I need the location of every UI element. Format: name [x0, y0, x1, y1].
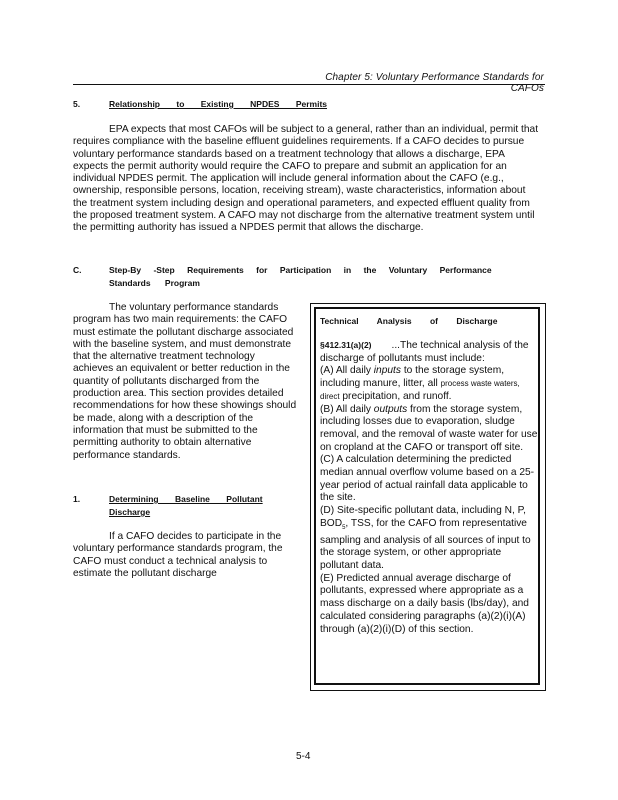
item-d-prefix: (D) Site-specific pollutant data, including N, P, BOD [320, 505, 526, 529]
sidebar-item-d [320, 505, 538, 573]
header-rule [73, 84, 545, 85]
item-b-end: from the storage system, including losses due to evaporation, sludge removal, and the removal of waste water for use on cropland at the CAFO or transport off site. [320, 403, 538, 453]
item-b-prefix: (B) All daily [320, 403, 374, 415]
section-5-title: Relationship to Existing NPDES Permits [109, 99, 328, 109]
item-a-prefix: (A) All daily [320, 365, 374, 377]
subsection-1-title-line2: Discharge [109, 507, 151, 517]
sidebar-content [320, 339, 538, 636]
item-b-emphasis: outputs [373, 403, 408, 415]
sidebar-item-a [320, 365, 538, 403]
item-a-emphasis: inputs [373, 365, 401, 377]
subsection-1-number: 1. [73, 494, 81, 504]
item-a-end: precipitation, and runoff. [339, 390, 452, 402]
sidebar-intro-text: ...The technical analysis of the discharge of pollutants must include: [320, 340, 529, 364]
chapter-header: Chapter 5: Voluntary Performance Standards for CAFOs [325, 72, 544, 94]
section-5-paragraph [73, 124, 539, 235]
section-c-title-line1: Step-By -Step Requirements for Participation in the Voluntary Performance [109, 265, 492, 275]
subsection-1-title-line1: Determining Baseline Pollutant [109, 494, 263, 504]
subsection-1-paragraph-text: If a CAFO decides to participate in the voluntary performance standards program, the CAFO must conduct a technical analysis to estimate the pollutant discharge [73, 531, 283, 579]
subsection-1-paragraph [73, 531, 297, 580]
page-number: 5-4 [296, 751, 311, 762]
item-d-end: , TSS, for the CAFO from representative sampling and analysis of all sources of input to the storage system, or other appropriate pollutant data. [320, 517, 531, 571]
section-5-number: 5. [73, 99, 81, 109]
section-c-title-line2: Standards Program [109, 278, 200, 288]
sidebar-item-b [320, 404, 538, 455]
section-c-paragraph-text: The voluntary performance standards program has two main requirements: the CAFO must estimate the pollutant discharge associated with the baseline system, and must demonstrate that the alternative treatment technology achieves an equivalent or better reduction in the quantity of pollutants discharged from the production area. This section provides detailed recommendations for how these showings should be made, along with a description of the information that must be submitted to the permitting authority to obtain alternative performance standards. [73, 302, 297, 461]
section-5-paragraph-text: EPA expects that most CAFOs will be subject to a general, rather than an individual, permit that requires compliance with the baseline effluent guidelines requirements. If a CAFO decides to pursue voluntary performance standards based on a treatment technology that allows a discharge, EPA expects the permit authority would require the CAFO to prepare and submit an application for an individual NPDES permit. The application will include general information about the CAFO (e.g., ownership, responsible persons, location, receiving stream), waste characteristics, information about the treatment system including design and operational parameters, and expected effluent quality from the proposed treatment system. A CAFO may not discharge from the alternative treatment system until the permitting authority has issued a NPDES permit that allows the discharge. [73, 124, 539, 234]
item-a-middle: to the storage system, including manure, litter, all [320, 365, 505, 390]
item-a-small-text: process waste waters, direct [320, 379, 520, 401]
section-c-paragraph [73, 302, 297, 462]
sidebar-item-e: (E) Predicted annual average discharge of pollutants, expressed where appropriate as a mass discharge on a daily basis (lbs/day), and calculated considering paragraphs (a)(2)(i)(A) through (a)(2)(i)(D) of this section. [320, 572, 529, 635]
sidebar-citation: §412.31(a)(2) [320, 340, 372, 350]
sidebar-intro [320, 339, 538, 365]
sidebar-title: Technical Analysis of Discharge [320, 316, 498, 326]
section-c-number: C. [73, 265, 82, 275]
sidebar-item-c: (C) A calculation determining the predicted median annual overflow volume based on a 25-year period of actual rainfall data applicable to the site. [320, 454, 535, 504]
item-d-subscript: 5 [342, 524, 346, 531]
